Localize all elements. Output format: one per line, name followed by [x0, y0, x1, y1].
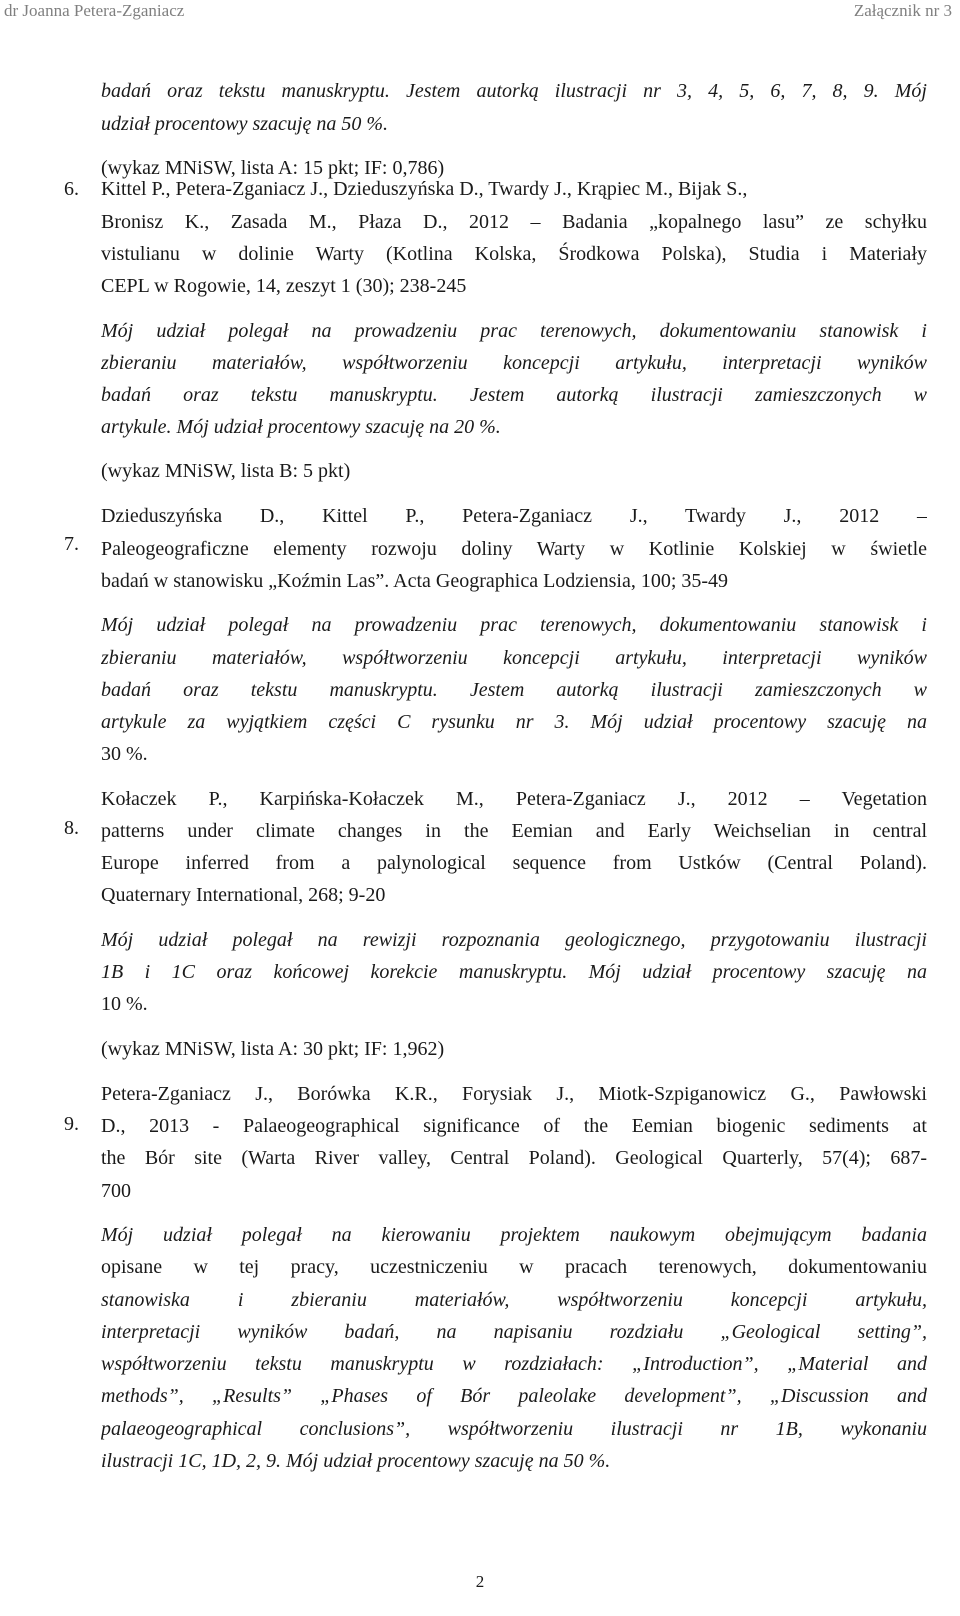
text-line: artykule za wyjątkiem części C rysunku nr 3. Mój udział procentowy szacuję na [101, 711, 927, 733]
text-line: badań w stanowisku „Koźmin Las”. Acta Geographica Lodziensia, 100; 35-49 [101, 570, 729, 592]
text-line: CEPL w Rogowie, 14, zeszyt 1 (30); 238-245 [101, 275, 467, 297]
text-line: współtworzeniu tekstu manuskryptu w rozdziałach: „Introduction”, „Material and [101, 1353, 927, 1375]
text-line: the Bór site (Warta River valley, Central Poland). Geological Quarterly, 57(4); 687- [101, 1147, 927, 1169]
text-line: Mój udział polegał na prowadzeniu prac terenowych, dokumentowaniu stanowisk i [101, 320, 927, 342]
page-header [0, 0, 960, 22]
text-line: 10 %. [101, 993, 148, 1015]
text-line: (wykaz MNiSW, lista A: 30 pkt; IF: 1,962) [101, 1038, 445, 1060]
text-line: (wykaz MNiSW, lista A: 15 pkt; IF: 0,786) [101, 157, 445, 179]
text-line: ilustracji 1C, 1D, 2, 9. Mój udział procentowy szacuję na 50 %. [101, 1450, 611, 1472]
text-line: Paleogeograficzne elementy rozwoju doliny Warty w Kotlinie Kolskiej w świetle [101, 538, 927, 560]
text-line: artykule. Mój udział procentowy szacuję na 20 %. [101, 416, 501, 438]
text-line: Kittel P., Petera-Zganiacz J., Dzieduszyńska D., Twardy J., Krąpiec M., Bijak S., [101, 178, 748, 200]
text-line: badań oraz tekstu manuskryptu. Jestem autorką ilustracji zamieszczonych w [101, 679, 927, 701]
text-line: 700 [101, 1180, 131, 1202]
text-line: opisane w tej pracy, uczestniczeniu w pracach terenowych, dokumentowaniu [101, 1256, 927, 1278]
text-line: Europe inferred from a palynological sequence from Ustków (Central Poland). [101, 852, 927, 874]
text-line: (wykaz MNiSW, lista B: 5 pkt) [101, 460, 351, 482]
text-line: stanowiska i zbieraniu materiałów, współtworzeniu koncepcji artykułu, [101, 1289, 927, 1311]
text-line: Quaternary International, 268; 9-20 [101, 884, 386, 906]
list-item-number: 6. [64, 178, 79, 200]
text-line: interpretacji wyników badań, na napisaniu rozdziału „Geological setting”, [101, 1321, 927, 1343]
list-item-number: 7. [64, 533, 79, 555]
text-line: patterns under climate changes in the Eemian and Early Weichselian in central [101, 820, 927, 842]
text-line: methods”, „Results” „Phases of Bór paleolake development”, „Discussion and [101, 1385, 927, 1407]
text-line: vistulianu w dolinie Warty (Kotlina Kolska, Środkowa Polska), Studia i Materiały [101, 243, 927, 265]
text-line: zbieraniu materiałów, współtworzeniu koncepcji artykułu, interpretacji wyników [101, 647, 927, 669]
text-line: palaeogeographical conclusions”, współtworzeniu ilustracji nr 1B, wykonaniu [101, 1418, 927, 1440]
text-line: badań oraz tekstu manuskryptu. Jestem autorką ilustracji nr 3, 4, 5, 6, 7, 8, 9. Mój [101, 80, 927, 102]
list-item-number: 8. [64, 817, 79, 839]
list-item-number: 9. [64, 1113, 79, 1135]
page-number: 2 [475, 1572, 485, 1591]
text-line: D., 2013 - Palaeogeographical significance of the Eemian biogenic sediments at [101, 1115, 927, 1137]
text-line: 1B i 1C oraz końcowej korekcie manuskryptu. Mój udział procentowy szacuję na [101, 961, 927, 983]
text-line: Dzieduszyńska D., Kittel P., Petera-Zganiacz J., Twardy J., 2012 – [101, 505, 927, 527]
text-line: 30 %. [101, 743, 148, 765]
header-attachment: Załącznik nr 3 [853, 1, 952, 20]
text-line: Bronisz K., Zasada M., Płaza D., 2012 – Badania „kopalnego lasu” ze schyłku [101, 211, 927, 233]
text-line: Mój udział polegał na prowadzeniu prac terenowych, dokumentowaniu stanowisk i [101, 614, 927, 636]
text-line: badań oraz tekstu manuskryptu. Jestem autorką ilustracji zamieszczonych w [101, 384, 927, 406]
text-line: Kołaczek P., Karpińska-Kołaczek M., Petera-Zganiacz J., 2012 – Vegetation [101, 788, 927, 810]
text-line: Mój udział polegał na rewizji rozpoznania geologicznego, przygotowaniu ilustracji [101, 929, 927, 951]
header-author: dr Joanna Petera-Zganiacz [4, 1, 185, 20]
text-line: Petera-Zganiacz J., Borówka K.R., Forysiak J., Miotk-Szpiganowicz G., Pawłowski [101, 1083, 927, 1105]
text-line: zbieraniu materiałów, współtworzeniu koncepcji artykułu, interpretacji wyników [101, 352, 927, 374]
text-line: Mój udział polegał na kierowaniu projektem naukowym obejmującym badania [101, 1224, 927, 1246]
text-line: udział procentowy szacuję na 50 %. [101, 113, 389, 135]
